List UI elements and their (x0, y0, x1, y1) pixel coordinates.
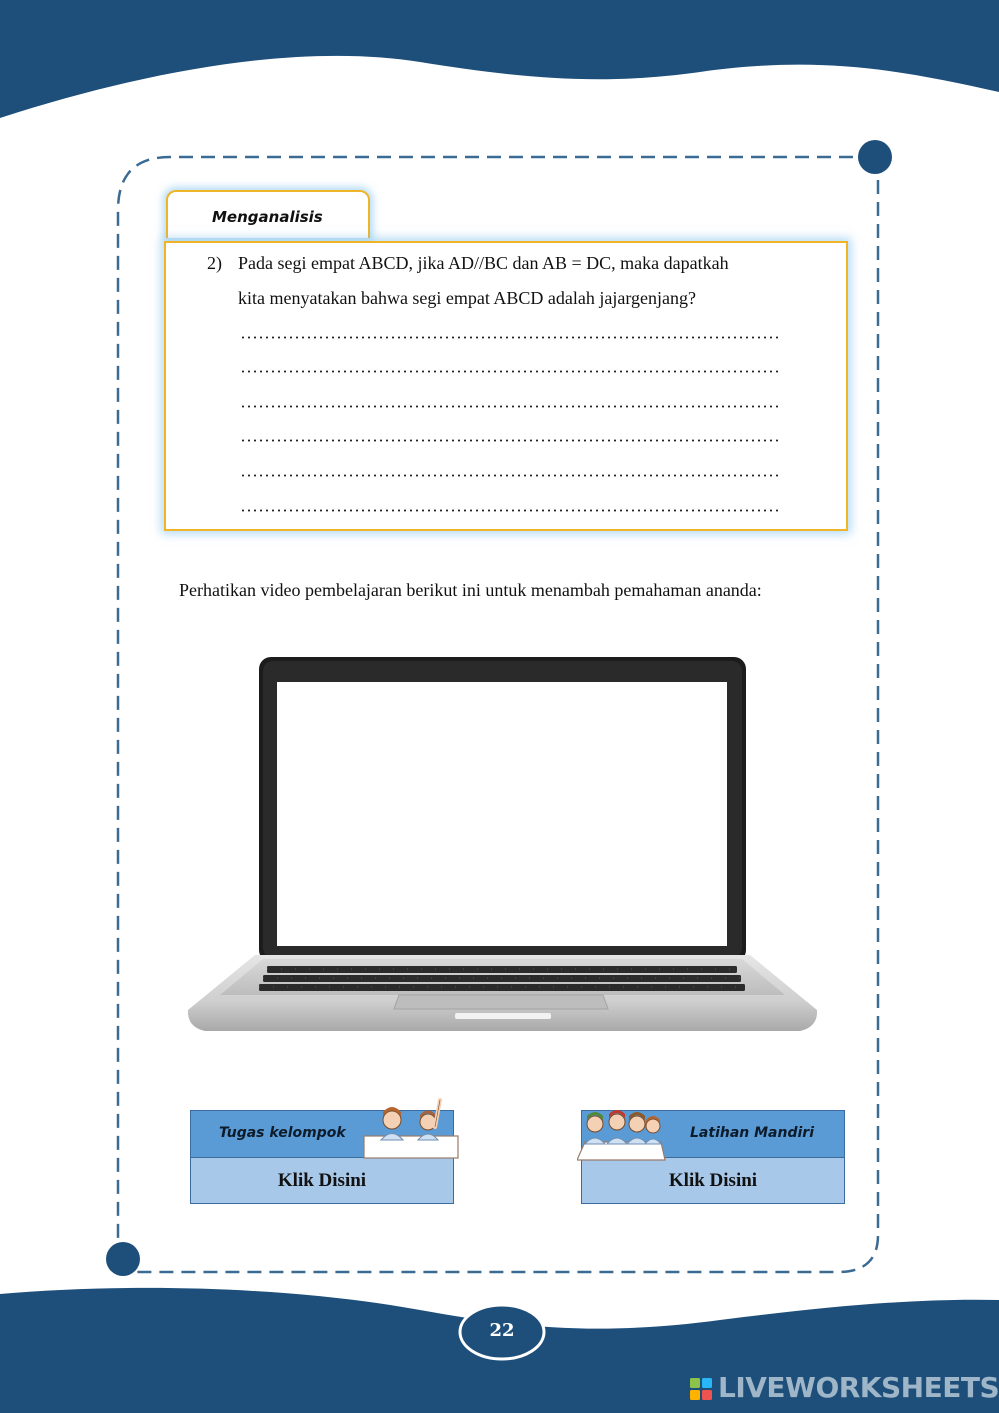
question-text-line-1: Pada segi empat ABCD, jika AD//BC dan AB = DC, maka dapatkah (238, 253, 729, 273)
question-text-line-2: kita menyatakan bahwa segi empat ABCD adalah jajargenjang? (238, 288, 697, 308)
corner-dot-bottom (106, 1242, 140, 1276)
group-task-title: Tugas kelompok (219, 1125, 346, 1141)
question-box (164, 241, 848, 531)
group-task-button[interactable] (190, 1110, 454, 1204)
header-wave (0, 0, 999, 130)
group-task-link[interactable]: Klik Disini (190, 1158, 454, 1204)
video-player-screen[interactable] (277, 682, 727, 946)
answer-line[interactable] (240, 336, 782, 339)
answer-line[interactable] (240, 439, 782, 442)
answer-line[interactable] (240, 370, 782, 373)
corner-dot-top (858, 140, 892, 174)
section-tab (166, 190, 370, 238)
answer-line[interactable] (240, 474, 782, 477)
self-practice-title: Latihan Mandiri (690, 1125, 814, 1141)
self-practice-link[interactable]: Klik Disini (581, 1158, 845, 1204)
question-number: 2) (207, 253, 222, 273)
self-practice-button[interactable] (581, 1110, 845, 1204)
section-title: Menganalisis (212, 208, 323, 226)
video-instruction: Perhatikan video pembelajaran berikut ini untuk menambah pemahaman ananda: (179, 580, 762, 600)
students-icon (577, 1104, 667, 1162)
answer-line[interactable] (240, 509, 782, 512)
brand-name: LIVEWORKSHEETS (718, 1371, 999, 1404)
liveworksheets-logo (690, 1378, 712, 1400)
students-icon (362, 1094, 460, 1162)
page-number: 22 (489, 1320, 515, 1341)
answer-line[interactable] (240, 405, 782, 408)
